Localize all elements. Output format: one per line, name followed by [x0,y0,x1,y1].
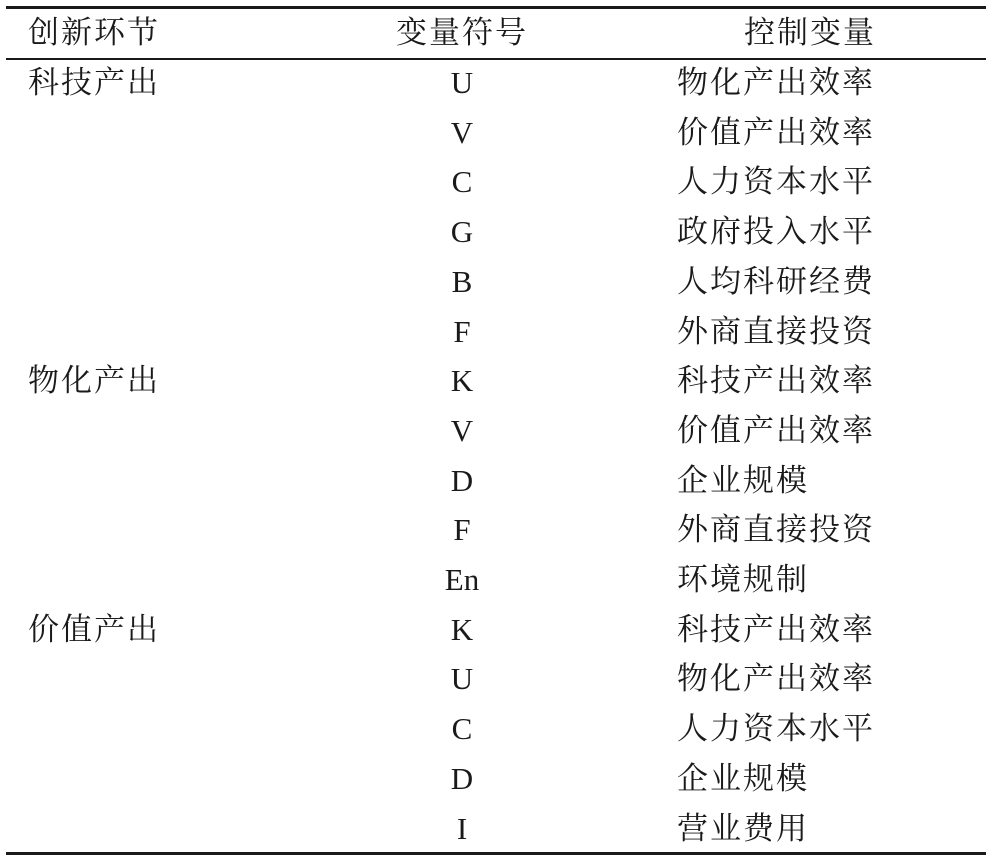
cell-control-variable: 营业费用 [677,811,809,847]
cell-variable-symbol: En [444,562,480,597]
cell-variable-symbol: I [456,811,468,846]
cell-control-variable: 价值产出效率 [677,413,875,449]
cell-variable-symbol: U [450,65,474,100]
cell-variable-symbol: V [450,413,474,448]
cell-control-variable: 价值产出效率 [677,115,875,151]
cell-control-variable: 外商直接投资 [677,314,875,350]
table-header-rule [6,58,986,60]
cell-variable-symbol: U [450,661,474,696]
cell-control-variable: 科技产出效率 [677,363,875,399]
cell-variable-symbol: C [451,711,473,746]
cell-control-variable: 物化产出效率 [677,661,875,697]
cell-control-variable: 物化产出效率 [677,65,875,101]
cell-variable-symbol: V [450,115,474,150]
cell-control-variable: 人力资本水平 [677,164,875,200]
cell-control-variable: 人力资本水平 [677,711,875,747]
cell-variable-symbol: B [451,264,473,299]
cell-variable-symbol: K [450,363,474,398]
cell-variable-symbol: F [453,512,471,547]
cell-innovation-stage: 物化产出 [28,363,160,399]
cell-innovation-stage: 价值产出 [28,612,160,648]
table-bottom-rule [6,852,986,855]
cell-control-variable: 科技产出效率 [677,612,875,648]
cell-variable-symbol: D [450,761,474,796]
cell-control-variable: 人均科研经费 [677,264,875,300]
cell-variable-symbol: D [450,463,474,498]
header-control-variable: 控制变量 [744,15,876,51]
cell-control-variable: 企业规模 [677,761,809,797]
cell-control-variable: 外商直接投资 [677,512,875,548]
cell-variable-symbol: G [450,214,474,249]
cell-variable-symbol: K [450,612,474,647]
table-top-rule [6,6,986,9]
cell-control-variable: 环境规制 [677,562,809,598]
cell-innovation-stage: 科技产出 [28,65,160,101]
header-innovation-stage: 创新环节 [28,15,160,51]
cell-control-variable: 政府投入水平 [677,214,875,250]
cell-variable-symbol: F [453,314,471,349]
header-variable-symbol: 变量符号 [396,15,528,51]
cell-variable-symbol: C [451,164,473,199]
cell-control-variable: 企业规模 [677,463,809,499]
